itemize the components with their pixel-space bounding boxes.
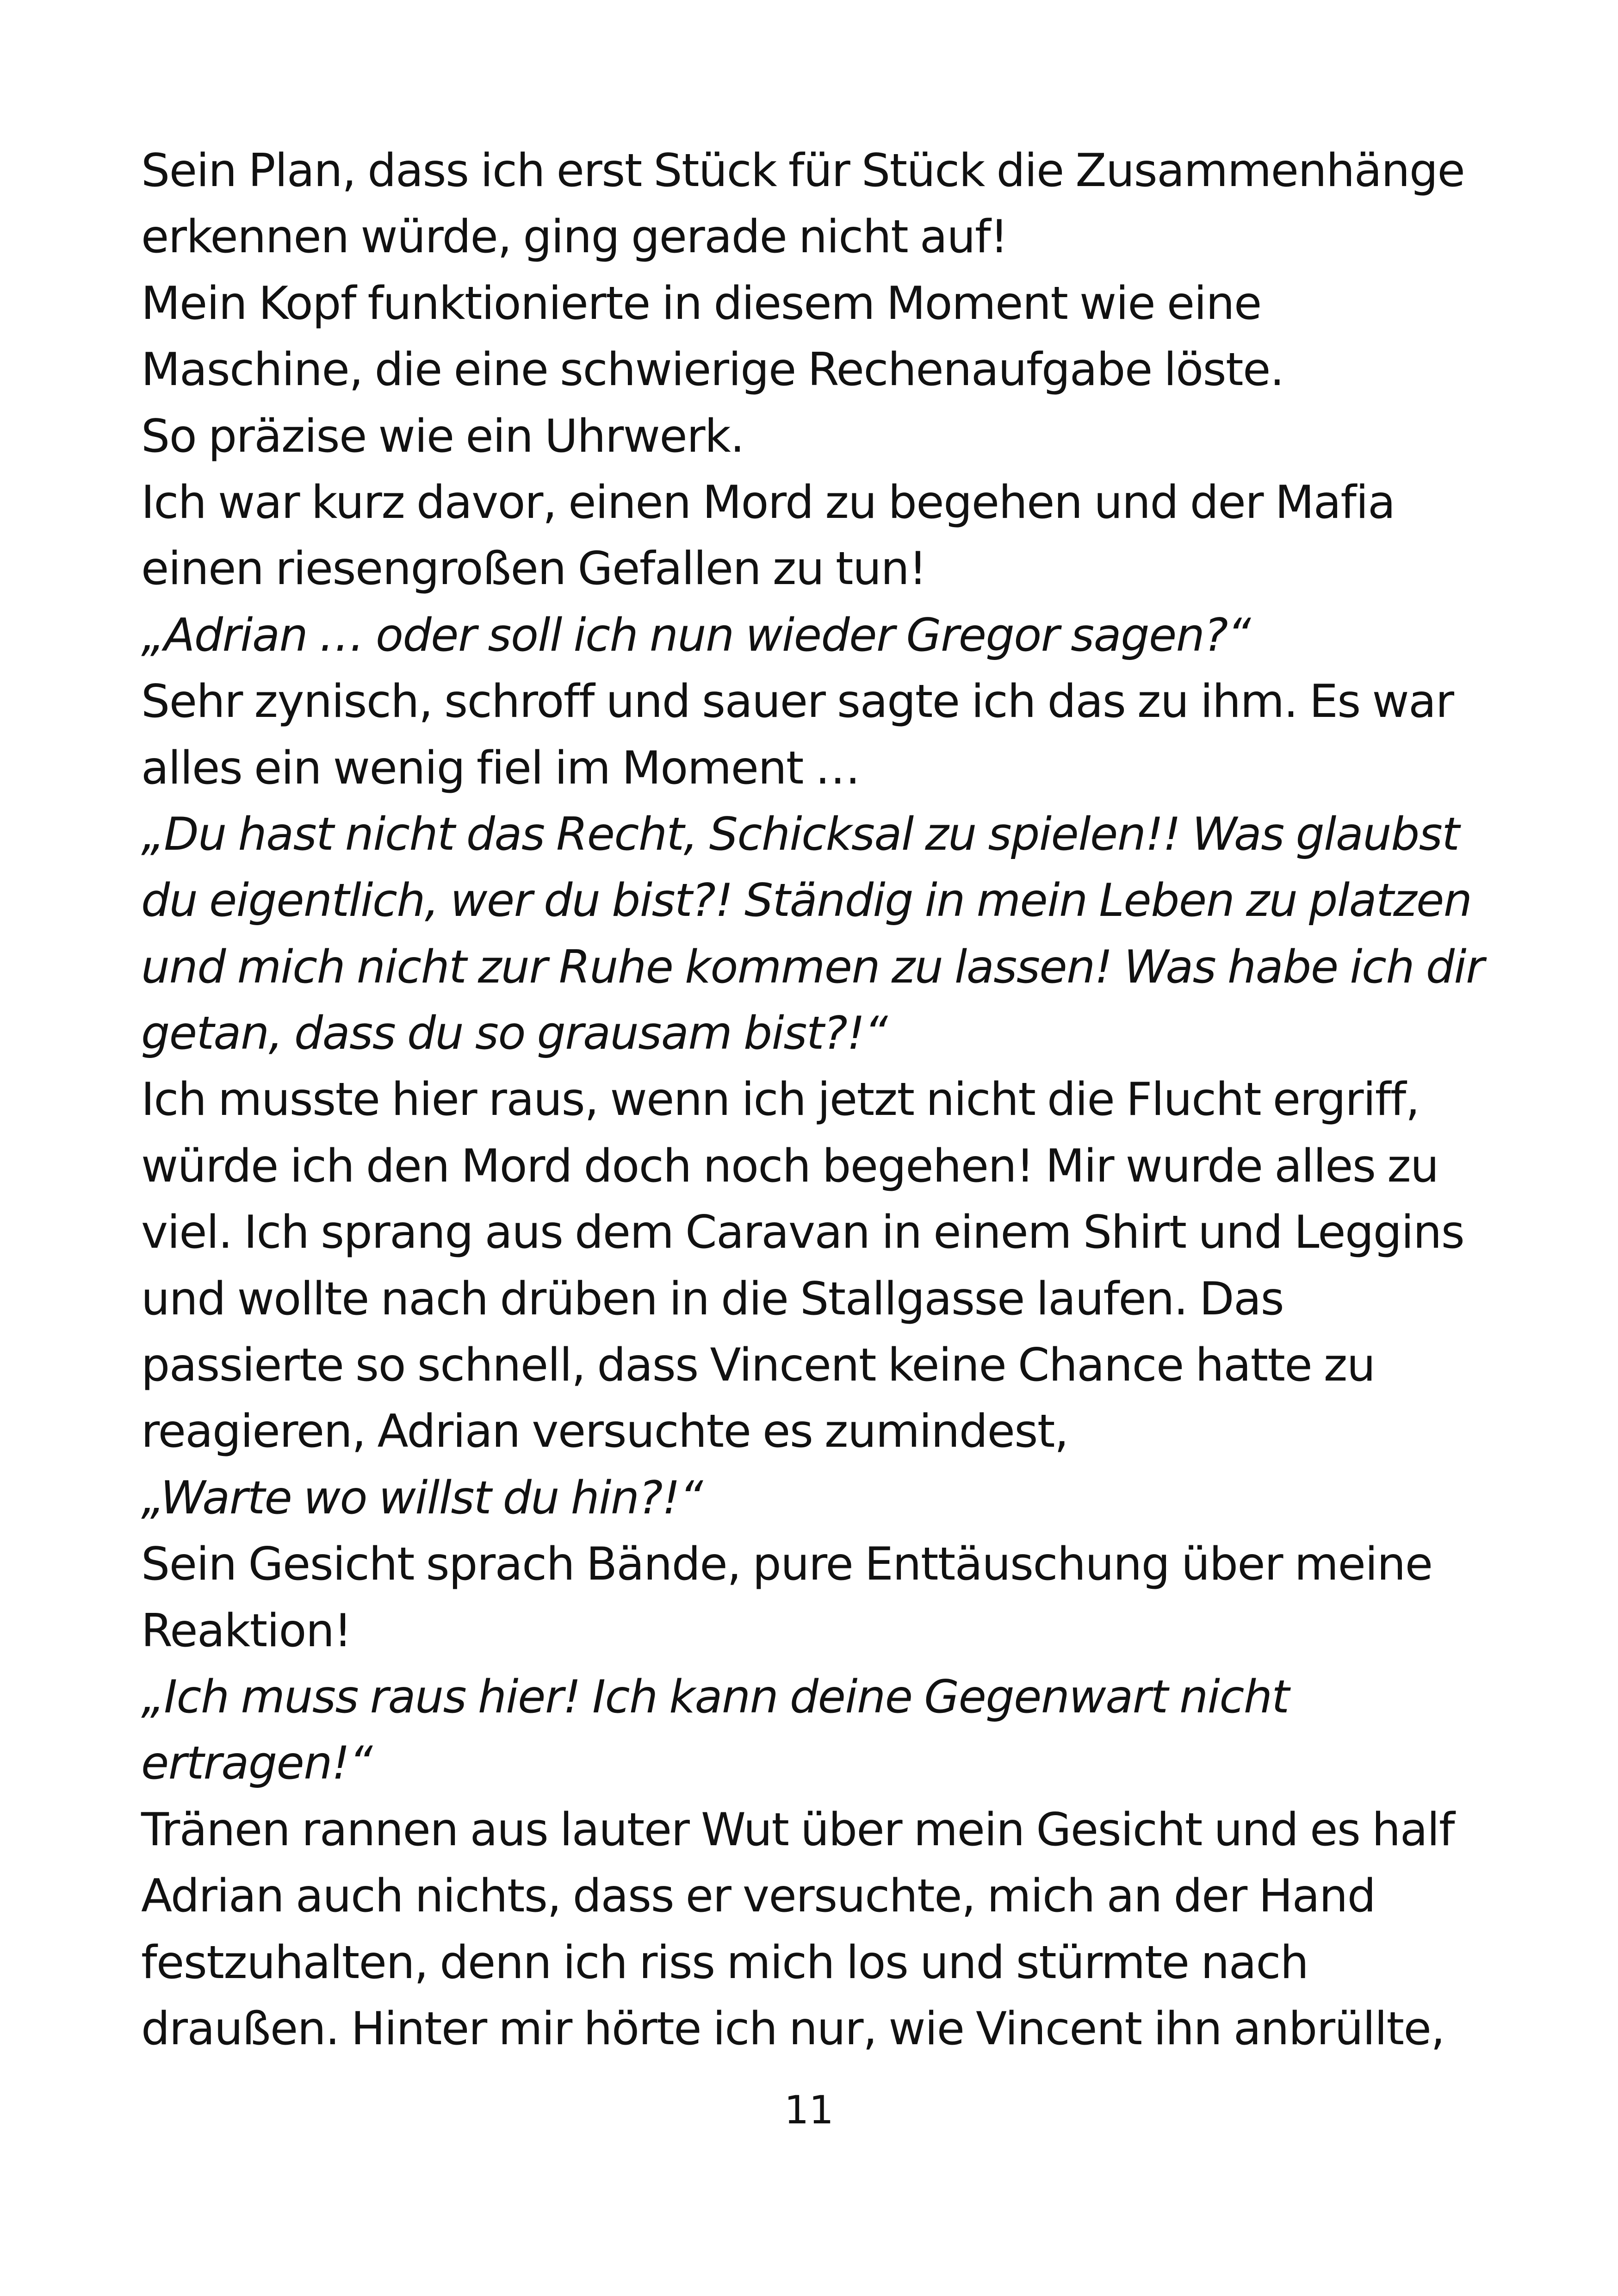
dialogue-line: „Ich muss raus hier! Ich kann deine Gegenwart nicht: [141, 1670, 1289, 1724]
text-line: draußen. Hinter mir hörte ich nur, wie Vincent ihn anbrüllte,: [141, 2002, 1444, 2055]
text-line: Reaktion!: [141, 1604, 352, 1657]
text-line: So präzise wie ein Uhrwerk.: [141, 410, 744, 463]
text-line: festzuhalten, denn ich riss mich los und stürmte nach: [141, 1936, 1308, 1989]
text-line: Mein Kopf funktionierte in diesem Moment wie eine: [141, 277, 1261, 330]
text-line: Sehr zynisch, schroff und sauer sagte ich das zu ihm. Es war: [141, 675, 1454, 728]
text-line: Ich war kurz davor, einen Mord zu begehen und der Mafia: [141, 476, 1395, 529]
text-line: Ich musste hier raus, wenn ich jetzt nicht die Flucht ergriff,: [141, 1073, 1420, 1126]
dialogue-line: „Warte wo willst du hin?!“: [141, 1471, 703, 1524]
dialogue-line: „Adrian … oder soll ich nun wieder Gregor sagen?“: [141, 609, 1251, 662]
text-line: würde ich den Mord doch noch begehen! Mir wurde alles zu: [141, 1139, 1438, 1193]
text-line: und wollte nach drüben in die Stallgasse laufen. Das: [141, 1272, 1284, 1325]
page-number: 11: [784, 2087, 834, 2133]
text-line: einen riesengroßen Gefallen zu tun!: [141, 542, 926, 596]
text-line: alles ein wenig fiel im Moment …: [141, 741, 860, 795]
text-line: passierte so schnell, dass Vincent keine Chance hatte zu: [141, 1339, 1375, 1392]
dialogue-line: getan, dass du so grausam bist?!“: [141, 1007, 887, 1060]
text-line: Tränen rannen aus lauter Wut über mein Gesicht und es half: [141, 1803, 1454, 1856]
text-line: viel. Ich sprang aus dem Caravan in einem Shirt und Leggins: [141, 1206, 1464, 1259]
text-line: Sein Gesicht sprach Bände, pure Enttäuschung über meine: [141, 1538, 1432, 1591]
dialogue-line: „Du hast nicht das Recht, Schicksal zu spielen!! Was glaubst: [141, 808, 1459, 861]
text-line: Adrian auch nichts, dass er versuchte, mich an der Hand: [141, 1870, 1376, 1923]
text-line: erkennen würde, ging gerade nicht auf!: [141, 211, 1008, 264]
dialogue-line: ertragen!“: [141, 1737, 372, 1790]
text-line: Maschine, die eine schwierige Rechenaufgabe löste.: [141, 343, 1284, 397]
dialogue-line: und mich nicht zur Ruhe kommen zu lassen! Was habe ich dir: [141, 940, 1484, 994]
text-line: Sein Plan, dass ich erst Stück für Stück die Zusammenhänge: [141, 144, 1465, 197]
dialogue-line: du eigentlich, wer du bist?! Ständig in mein Leben zu platzen: [141, 874, 1472, 927]
body-text: [141, 138, 1529, 2062]
text-line: reagieren, Adrian versuchte es zumindest,: [141, 1405, 1068, 1458]
